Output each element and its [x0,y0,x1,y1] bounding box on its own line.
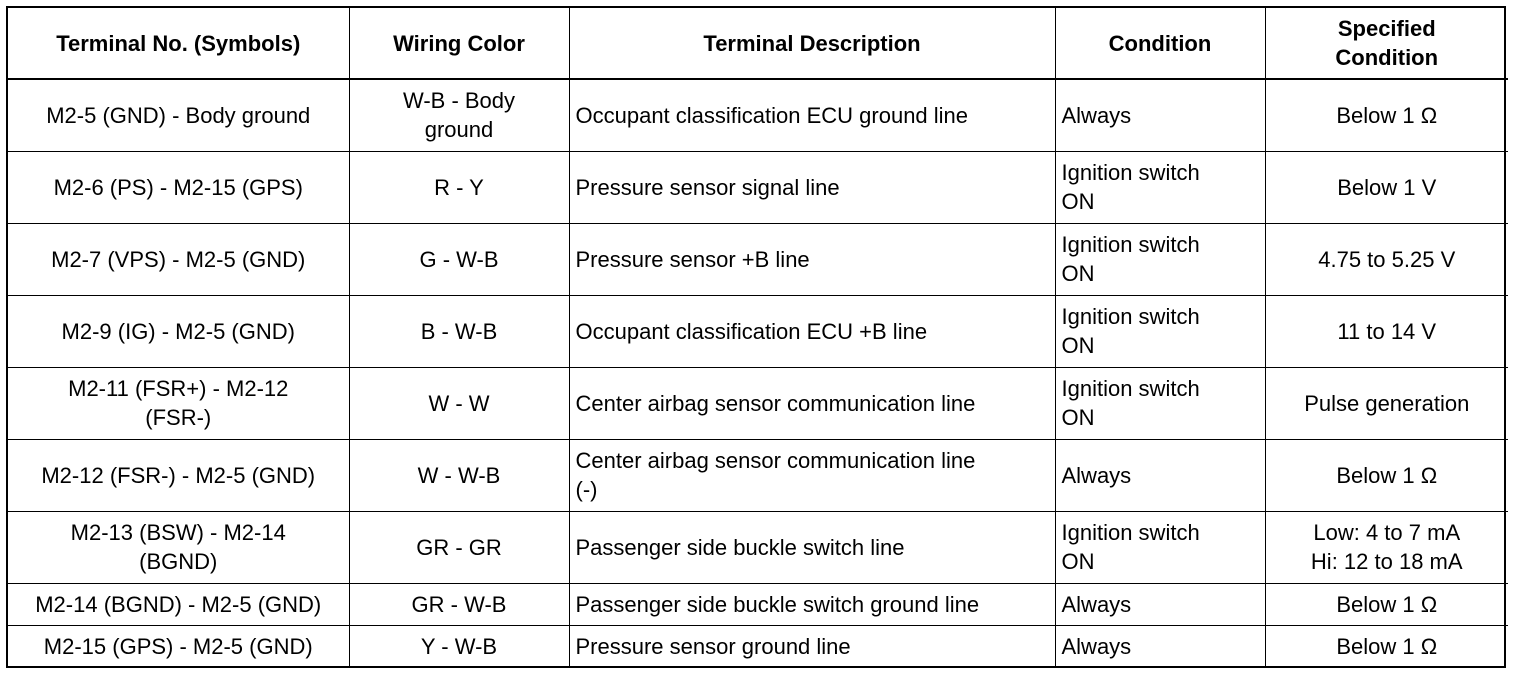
table-row [8,79,1508,151]
wiring-color-cell: W - W-B [349,439,569,511]
table-row [8,625,1508,667]
terminal-cell: M2-13 (BSW) - M2-14 (BGND) [8,511,349,583]
terminal-spec-table-wrapper [6,6,1506,668]
header-wiring-color: Wiring Color [349,8,569,79]
header-terminal-description: Terminal Description [569,8,1055,79]
terminal-cell: M2-7 (VPS) - M2-5 (GND) [8,223,349,295]
table-row [8,583,1508,625]
description-cell: Occupant classification ECU +B line [569,295,1055,367]
wiring-color-cell: W-B - Body ground [349,79,569,151]
table-row [8,511,1508,583]
specified-condition-cell: Below 1 V [1265,151,1508,223]
table-row [8,367,1508,439]
table-row [8,439,1508,511]
specified-condition-cell: Below 1 Ω [1265,625,1508,667]
specified-condition-cell: Low: 4 to 7 mA Hi: 12 to 18 mA [1265,511,1508,583]
description-cell: Pressure sensor +B line [569,223,1055,295]
condition-cell: Always [1055,439,1265,511]
wiring-color-cell: GR - GR [349,511,569,583]
description-cell: Pressure sensor ground line [569,625,1055,667]
condition-cell: Always [1055,79,1265,151]
table-row [8,223,1508,295]
specified-condition-cell: Pulse generation [1265,367,1508,439]
description-cell: Center airbag sensor communication line (-) [569,439,1055,511]
terminal-cell: M2-15 (GPS) - M2-5 (GND) [8,625,349,667]
terminal-cell: M2-12 (FSR-) - M2-5 (GND) [8,439,349,511]
condition-cell: Always [1055,583,1265,625]
terminal-cell: M2-5 (GND) - Body ground [8,79,349,151]
terminal-cell: M2-14 (BGND) - M2-5 (GND) [8,583,349,625]
wiring-color-cell: Y - W-B [349,625,569,667]
header-specified-condition: Specified Condition [1265,8,1508,79]
specified-condition-cell: 4.75 to 5.25 V [1265,223,1508,295]
condition-cell: Always [1055,625,1265,667]
terminal-cell: M2-9 (IG) - M2-5 (GND) [8,295,349,367]
description-cell: Center airbag sensor communication line [569,367,1055,439]
condition-cell: Ignition switch ON [1055,511,1265,583]
condition-cell: Ignition switch ON [1055,151,1265,223]
description-cell: Occupant classification ECU ground line [569,79,1055,151]
specified-condition-cell: Below 1 Ω [1265,439,1508,511]
wiring-color-cell: G - W-B [349,223,569,295]
table-row [8,295,1508,367]
condition-cell: Ignition switch ON [1055,295,1265,367]
specified-condition-cell: Below 1 Ω [1265,79,1508,151]
wiring-color-cell: R - Y [349,151,569,223]
header-terminal-no: Terminal No. (Symbols) [8,8,349,79]
description-cell: Passenger side buckle switch line [569,511,1055,583]
specified-condition-cell: 11 to 14 V [1265,295,1508,367]
wiring-color-cell: B - W-B [349,295,569,367]
table-row [8,151,1508,223]
wiring-color-cell: GR - W-B [349,583,569,625]
terminal-spec-table [8,8,1508,667]
condition-cell: Ignition switch ON [1055,367,1265,439]
terminal-cell: M2-6 (PS) - M2-15 (GPS) [8,151,349,223]
description-cell: Passenger side buckle switch ground line [569,583,1055,625]
table-header-row [8,8,1508,79]
terminal-cell: M2-11 (FSR+) - M2-12 (FSR-) [8,367,349,439]
header-condition: Condition [1055,8,1265,79]
description-cell: Pressure sensor signal line [569,151,1055,223]
condition-cell: Ignition switch ON [1055,223,1265,295]
specified-condition-cell: Below 1 Ω [1265,583,1508,625]
wiring-color-cell: W - W [349,367,569,439]
